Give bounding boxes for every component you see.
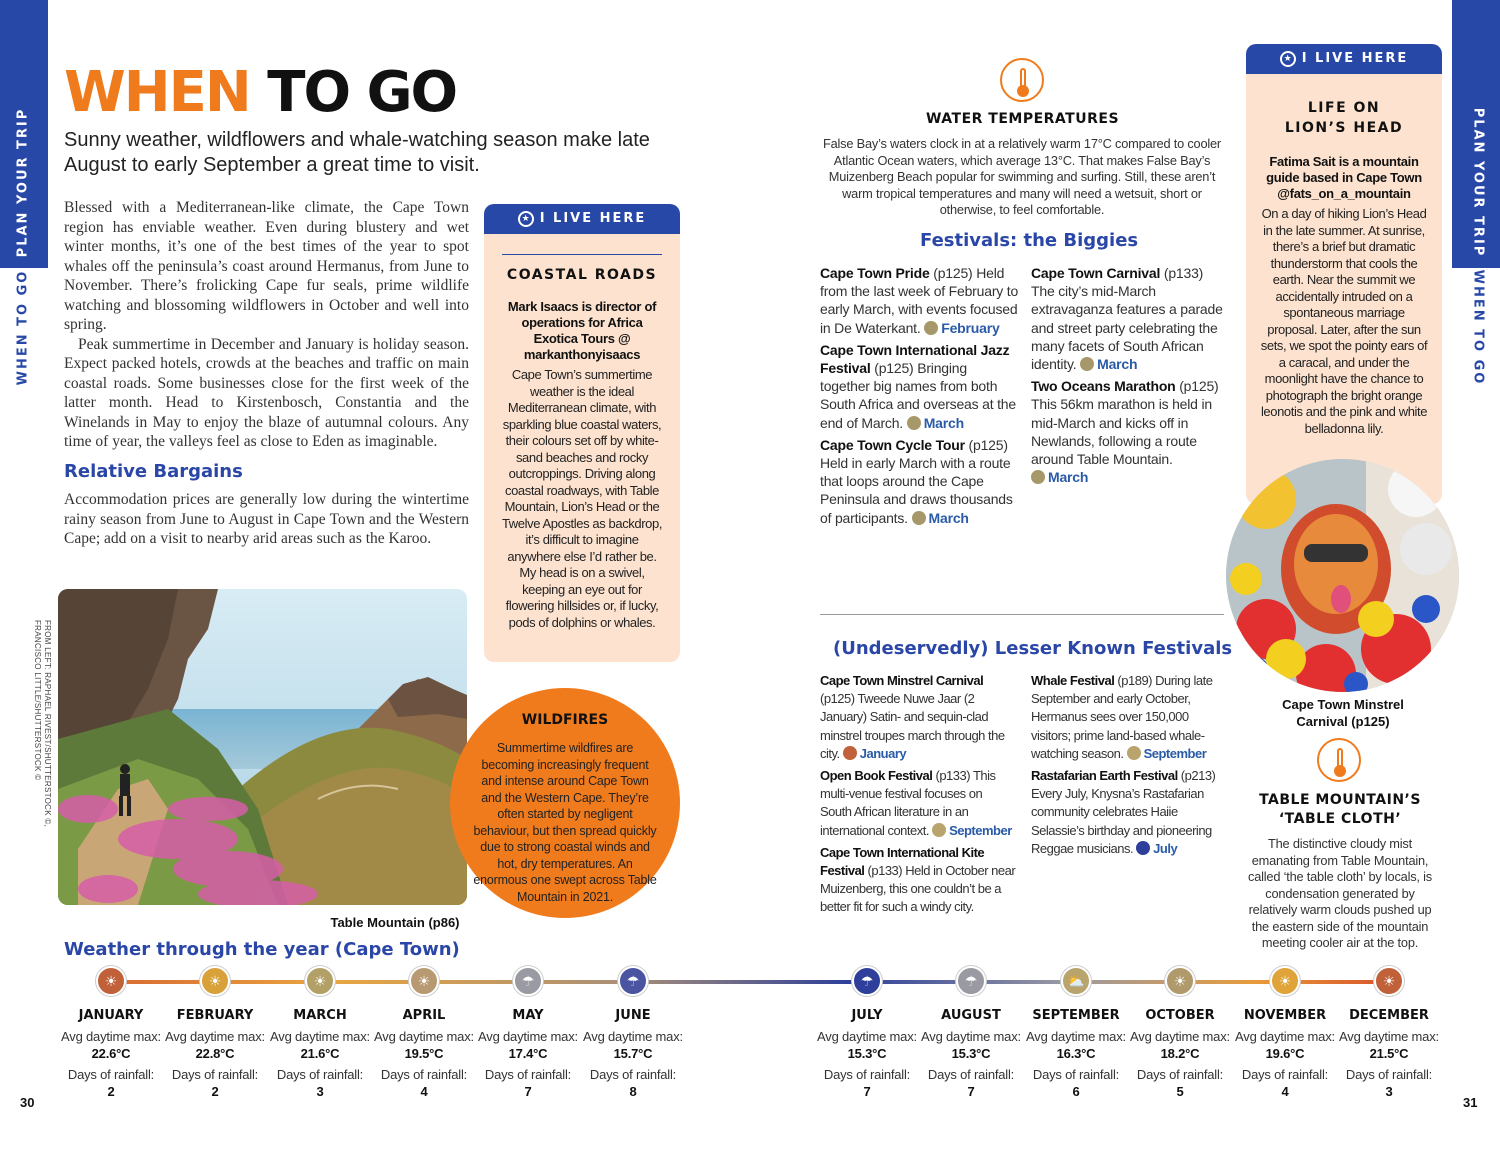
sun-icon: ☀ — [200, 966, 230, 996]
avg-temp: Avg daytime max: 19.6°C — [1235, 1029, 1335, 1061]
sun-icon: ☀ — [409, 966, 439, 996]
star-badge-icon: ★ — [518, 211, 534, 227]
sun-icon: ☀ — [1165, 966, 1195, 996]
water-temps-body: False Bay’s waters clock in at a relatively warm 17°C compared to cooler Atlantic Ocean waters, which average 13°C. That makes False Bay’s Muizenberg Beach popular for swimming and surfing. Still, these aren’t warm tropical temperatures and many will need a wetsuit, short or otherwise, to feel comfortable. — [822, 136, 1221, 217]
wildfires-title: WILDFIRES — [521, 712, 609, 728]
live-here-box-coastal — [484, 204, 680, 662]
rain-icon: ☂ — [618, 966, 648, 996]
rain-days: Days of rainfall: 3 — [276, 1067, 364, 1099]
avg-temp: Avg daytime max: 15.3°C — [817, 1029, 917, 1061]
avg-temp: Avg daytime max: 15.7°C — [583, 1029, 683, 1061]
live-here-author: Fatima Sait is a mountain guide based in Cape Town @fats_on_a_mountain — [1266, 154, 1422, 201]
live-here-body: On a day of hiking Lion’s Head in the late summer. At sunrise, there’s a brief but dramatic thunderstorm that cools the earth. Near the summit we accidentally intruded on a spontaneous marriage proposal. Later, after the sun sets, we spot the pointy ears of a caracal, and under the moonlight have the chance to photograph the bright orange leonotis and the pink and white belladonna lily. — [1260, 206, 1428, 436]
sun-icon — [1080, 357, 1094, 371]
cloud-sun-icon — [932, 823, 946, 837]
month-name: AUGUST — [941, 1008, 1001, 1023]
festival-entry: Two Oceans Marathon (p125) This 56km marathon is held in mid-March and kicks off in Newlands, following a route around Table Mountain. March — [1031, 378, 1219, 486]
weather-month-3 — [374, 966, 474, 1100]
rain-days: Days of rainfall: 7 — [484, 1067, 572, 1099]
sun-icon: ☀ — [1270, 966, 1300, 996]
weather-month-5 — [583, 966, 683, 1100]
rain-icon: ☂ — [956, 966, 986, 996]
month-name: JANUARY — [78, 1008, 144, 1023]
live-here-box-lions-head — [1246, 44, 1442, 504]
festival-entry: Cape Town International Kite Festival (p133) Held in October near Muizenberg, this one couldn’t be a better fit for such a windy city. — [820, 844, 1016, 915]
lesser-col-2 — [1031, 672, 1227, 862]
side-tab-when-right: WHEN TO GO — [1470, 269, 1486, 386]
bargains-text: Accommodation prices are generally low during the wintertime rainy season from June to August in Cape Town and the Western Cape; add on a visit to nearby arid areas such as the Karoo. — [64, 491, 469, 547]
intro-text: Sunny weather, wildflowers and whale-watching season make late August to early September a great time to visit. — [64, 129, 650, 176]
weather-month-9 — [1130, 966, 1230, 1100]
weather-month-11 — [1339, 966, 1439, 1100]
weather-month-10 — [1235, 966, 1335, 1100]
weather-month-8 — [1026, 966, 1126, 1100]
biggies-col-2 — [1031, 264, 1227, 490]
photo-credit: FROM LEFT: RAPHAEL RIVEST/SHUTTERSTOCK ©, FRANCISCO LITTLE/SHUTTERSTOCK © — [33, 620, 52, 828]
rain-days: Days of rainfall: 4 — [1241, 1067, 1329, 1099]
wildfires-callout — [450, 688, 680, 918]
live-here-title: COASTAL ROADS — [506, 267, 658, 283]
page-title — [64, 60, 456, 125]
biggies-col-1 — [820, 264, 1020, 531]
sun-icon — [1031, 470, 1045, 484]
thermometer-icon — [1317, 738, 1361, 782]
rain-icon: ☂ — [513, 966, 543, 996]
sun-icon: ☀ — [96, 966, 126, 996]
avg-temp: Avg daytime max: 15.3°C — [921, 1029, 1021, 1061]
weather-month-2 — [270, 966, 370, 1100]
rain-days: Days of rainfall: 5 — [1136, 1067, 1224, 1099]
rain-days: Days of rainfall: 3 — [1345, 1067, 1433, 1099]
side-tab-when-left: WHEN TO GO — [15, 269, 31, 386]
minstrel-caption: Cape Town Minstrel Carnival (p125) — [1282, 697, 1404, 729]
festival-entry: Cape Town Carnival (p133) The city’s mid-March extravaganza features a parade and street party celebrating the many facets of South African identity. March — [1031, 265, 1223, 373]
live-here-author: Mark Isaacs is director of operations for Africa Exotica Tours @ markanthonyisaacs — [507, 299, 657, 362]
title-when: WHEN — [64, 60, 250, 125]
live-here-header: ★ I LIVE HERE — [484, 204, 680, 234]
sun-icon: ☀ — [1374, 966, 1404, 996]
minstrel-carnival-photo — [1226, 459, 1459, 692]
side-tab-plan-right: PLAN YOUR TRIP — [1470, 107, 1486, 258]
sun-icon — [907, 416, 921, 430]
festival-entry: Whale Festival (p189) During late September and early October, Hermanus sees over 150,000 visitors; prime land-based whale-watching season. September — [1031, 673, 1213, 761]
avg-temp: Avg daytime max: 16.3°C — [1026, 1029, 1126, 1061]
wildfires-body: Summertime wildfires are becoming increasingly frequent and intense around Cape Town and the Western Cape. They’re often started by negligent behaviour, but then spread quickly due to strong coastal winds and hot, dry temperatures. An enormous one swept across Table Mountain in 2021. — [473, 741, 657, 904]
sun-icon — [924, 321, 938, 335]
lesser-col-1 — [820, 672, 1016, 921]
month-name: OCTOBER — [1145, 1008, 1215, 1023]
cloud-sun-icon — [1127, 746, 1141, 760]
sun-icon — [912, 511, 926, 525]
biggies-heading: Festivals: the Biggies — [920, 230, 1139, 251]
rain-days: Days of rainfall: 2 — [171, 1067, 259, 1099]
month-name: FEBRUARY — [176, 1008, 254, 1023]
avg-temp: Avg daytime max: 17.4°C — [478, 1029, 578, 1061]
rain-days: Days of rainfall: 2 — [67, 1067, 155, 1099]
star-badge-icon: ★ — [1280, 51, 1296, 67]
month-name: DECEMBER — [1349, 1008, 1429, 1023]
festival-entry: Cape Town International Jazz Festival (p125) Bringing together big names from both South Africa and overseas at the end of March. March — [820, 341, 1016, 431]
page-number-left: 30 — [20, 1095, 35, 1110]
avg-temp: Avg daytime max: 22.8°C — [165, 1029, 265, 1061]
festival-entry: Cape Town Minstrel Carnival (p125) Tweede Nuwe Jaar (2 January) Satin- and sequin-clad minstrel troupes march through the city. January — [820, 673, 1005, 761]
weather-month-4 — [478, 966, 578, 1100]
festival-entry: Cape Town Cycle Tour (p125) Held in early March with a route that loops around the Cape Peninsula and draws thousands of participants. March — [820, 436, 1013, 526]
thermometer-icon — [1000, 58, 1044, 102]
sun-icon — [843, 746, 857, 760]
live-here-title: LIFE ON LION’S HEAD — [1284, 100, 1404, 136]
body-paragraph-1: Blessed with a Mediterranean-like climate, the Cape Town region has enviable weather. Even during blustery and wet winter months, it’s one of the best times of the year to spot whales off the peninsula’s coast around Hermanus, from June to November. There’s frolicking Cape fur seals, prime wildlife watching and blossoming wildflowers in October and well into spring. — [64, 199, 469, 333]
live-here-header: ★ I LIVE HERE — [1246, 44, 1442, 74]
body-paragraph-2: Peak summertime in December and January is holiday season. Expect packed hotels, crowds at the beaches and traffic on main coastal roads. Some businesses close for the first week of the latter month. Head to Kirstenbosch, Constantia and the Winelands in May to enjoy the blaze of autumnal colours. Any time of year, the valleys feel as close to Eden as imaginable. — [64, 335, 469, 450]
avg-temp: Avg daytime max: 19.5°C — [374, 1029, 474, 1061]
tablecloth-title: TABLE MOUNTAIN’S ‘TABLE CLOTH’ — [1259, 792, 1421, 827]
section-divider — [820, 614, 1224, 615]
rain-days: Days of rainfall: 7 — [927, 1067, 1015, 1099]
cloud-sun-icon: ⛅ — [1061, 966, 1091, 996]
table-mountain-caption: Table Mountain (p86) — [330, 915, 460, 930]
avg-temp: Avg daytime max: 21.6°C — [270, 1029, 370, 1061]
body-text — [64, 198, 469, 452]
weather-month-1 — [165, 966, 265, 1100]
weather-heading: Weather through the year (Cape Town) — [64, 939, 460, 960]
page-number-right: 31 — [1463, 1095, 1478, 1110]
rain-days: Days of rainfall: 6 — [1032, 1067, 1120, 1099]
festival-entry: Rastafarian Earth Festival (p213) Every July, Knysna’s Rastafarian community celebrates Haiie Selassie’s birthday and pioneering Reggae musicians. July — [1031, 768, 1216, 856]
rain-days: Days of rainfall: 7 — [823, 1067, 911, 1099]
weather-month-6 — [817, 966, 917, 1100]
bargains-heading: Relative Bargains — [64, 461, 243, 482]
lesser-heading: (Undeservedly) Lesser Known Festivals — [833, 638, 1233, 659]
rain-icon — [1136, 841, 1150, 855]
festival-entry: Cape Town Pride (p125) Held from the last week of February to early March, with events focused in De Waterkant. February — [820, 265, 1019, 336]
table-mountain-photo — [58, 589, 467, 905]
tablecloth-body: The distinctive cloudy mist emanating from Table Mountain, called ‘the table cloth’ by locals, is condensation generated by relatively warm clouds pushed up the eastern side of the mountain meeting cooler air at the top. — [1248, 836, 1432, 950]
month-name: JULY — [851, 1008, 883, 1023]
month-name: SEPTEMBER — [1032, 1008, 1120, 1023]
festival-entry: Open Book Festival (p133) This multi-venue festival focuses on South African literature in an international context. September — [820, 768, 1012, 838]
weather-month-7 — [921, 966, 1021, 1100]
avg-temp: Avg daytime max: 21.5°C — [1339, 1029, 1439, 1061]
side-tab-plan-left: PLAN YOUR TRIP — [15, 107, 31, 258]
water-temps-title: WATER TEMPERATURES — [925, 111, 1120, 127]
live-here-body: Cape Town’s summertime weather is the ideal Mediterranean climate, with sparkling blue coastal waters, their colours set off by white-sand beaches and rocky outcroppings. Driving along coastal roadways, with Table Mountain, Lion’s Head or the Twelve Apostles as backdrop, it’s difficult to imagine anywhere else I’d rather be. My head is on a swivel, keeping an eye out for flowering hillsides or, if lucky, pods of dolphins or whales. — [501, 367, 663, 630]
rain-icon: ☂ — [852, 966, 882, 996]
month-name: APRIL — [402, 1008, 446, 1023]
avg-temp: Avg daytime max: 18.2°C — [1130, 1029, 1230, 1061]
month-name: MAY — [512, 1008, 544, 1023]
month-name: JUNE — [615, 1008, 651, 1023]
month-name: NOVEMBER — [1243, 1008, 1327, 1023]
rain-days: Days of rainfall: 4 — [380, 1067, 468, 1099]
rain-days: Days of rainfall: 8 — [589, 1067, 677, 1099]
sun-icon: ☀ — [305, 966, 335, 996]
weather-month-0 — [61, 966, 161, 1100]
avg-temp: Avg daytime max: 22.6°C — [61, 1029, 161, 1061]
title-to-go: TO GO — [267, 60, 457, 125]
month-name: MARCH — [293, 1008, 347, 1023]
